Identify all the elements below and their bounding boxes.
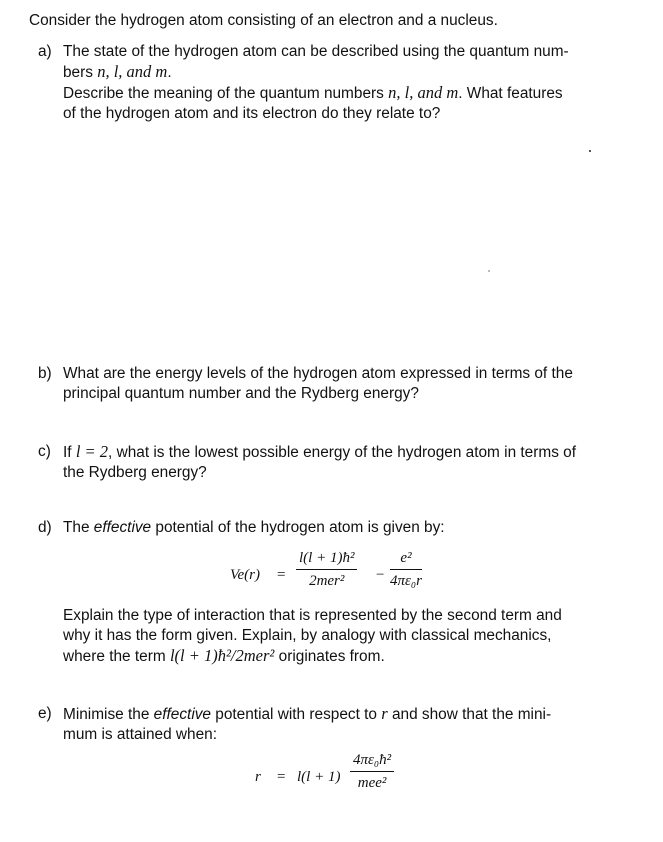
question-a-line3: Describe the meaning of the quantum numbers n, l, and m. What features	[63, 83, 563, 102]
coulomb-term-numerator: e²	[390, 548, 422, 570]
question-b	[38, 364, 608, 404]
radius-denominator: mee²	[357, 775, 387, 791]
question-d-label: d)	[38, 519, 52, 536]
equation-lhs: Ve(r)	[230, 567, 260, 583]
question-c-line2: the Rydberg energy?	[63, 464, 207, 481]
question-a-label: a)	[38, 43, 52, 60]
scan-speck	[488, 270, 490, 272]
question-b-label: b)	[38, 365, 52, 382]
question-d-expl-line1: Explain the type of interaction that is represented by the second term and	[63, 607, 562, 624]
equation-equals: =	[277, 567, 286, 583]
question-c-label: c)	[38, 443, 51, 460]
radius-numerator: 4πε₀ħ²	[350, 750, 394, 772]
coulomb-term-denominator: 4πε₀r	[390, 573, 422, 589]
intro-text: Consider the hydrogen atom consisting of an electron and a nucleus.	[29, 12, 498, 29]
radius-fraction	[350, 750, 394, 793]
question-d-expl-line3: where the term l(l + 1)ħ²/2mer² originates from.	[63, 646, 385, 665]
question-d-intro: The effective potential of the hydrogen atom is given by:	[63, 519, 445, 536]
quantum-numbers-math: n, l, and m	[97, 62, 168, 81]
question-c-line1: If l = 2, what is the lowest possible energy of the hydrogen atom in terms of	[63, 442, 576, 461]
radius-coefficient: l(l + 1)	[297, 769, 341, 785]
question-d-explanation	[38, 606, 608, 667]
question-b-line1: What are the energy levels of the hydrogen atom expressed in terms of the	[63, 365, 573, 382]
question-a	[38, 42, 608, 124]
coulomb-term-fraction	[390, 548, 422, 591]
question-e-line1: Minimise the effective potential with respect to r and show that the mini-	[63, 704, 552, 723]
question-d	[38, 518, 608, 538]
question-a-line2: bers n, l, and m.	[63, 62, 172, 81]
centrifugal-term-numerator: l(l + 1)ħ²	[296, 548, 357, 570]
equation-minus: −	[376, 567, 385, 583]
question-b-line2: principal quantum number and the Rydberg energy?	[63, 385, 419, 402]
scan-speck	[589, 150, 591, 152]
question-a-line4: of the hydrogen atom and its electron do they relate to?	[63, 105, 441, 122]
l-equals-2-math: l = 2	[75, 442, 109, 461]
question-a-line1: The state of the hydrogen atom can be described using the quantum num-	[63, 43, 569, 60]
centrifugal-term-inline-math: l(l + 1)ħ²/2mer²	[169, 646, 275, 665]
question-e	[38, 704, 608, 745]
centrifugal-term-fraction	[296, 548, 357, 591]
radius-equals: =	[277, 769, 286, 785]
question-e-label: e)	[38, 705, 52, 722]
question-c	[38, 442, 608, 483]
question-d-expl-line2: why it has the form given. Explain, by analogy with classical mechanics,	[63, 627, 552, 644]
radius-lhs: r	[255, 769, 261, 785]
question-e-line2: mum is attained when:	[63, 726, 217, 743]
centrifugal-term-denominator: 2mer²	[309, 573, 345, 589]
